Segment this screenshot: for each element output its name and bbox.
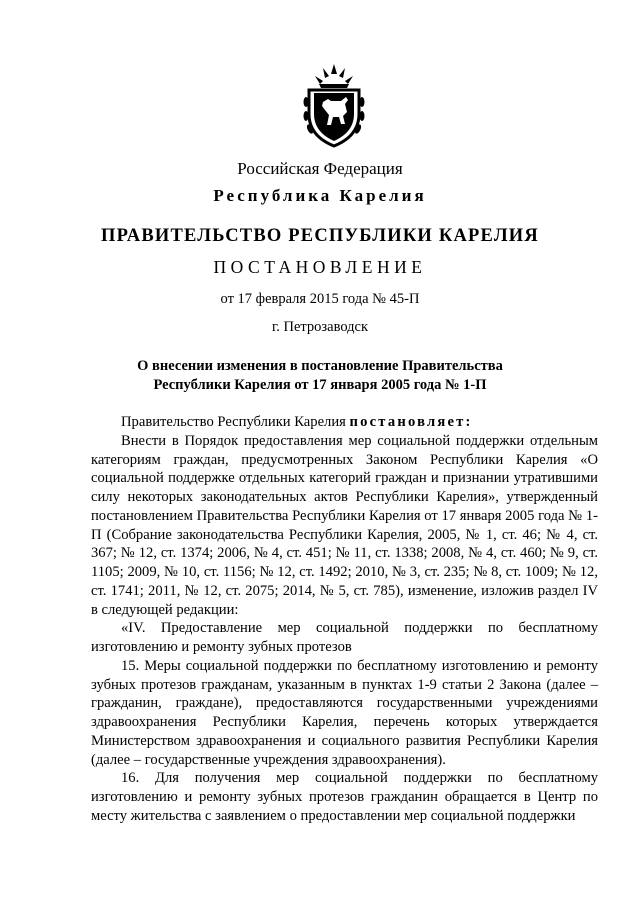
paragraph-16: 16. Для получения мер социальной поддержки по бесплатному изготовлению и ремонту зубных протезов гражданин обращается в Центр по месту жительства с заявлением о предоставлении мер социальной поддержки	[91, 770, 598, 824]
subject-line-1: О внесении изменения в постановление Правительства	[137, 358, 503, 374]
paragraph-section-title: «IV. Предоставление мер социальной поддержки по бесплатному изготовлению и ремонту зубных протезов	[91, 620, 598, 655]
republic-name: Республика Карелия	[213, 186, 427, 205]
document-subject	[0, 357, 640, 395]
paragraph-amendment: Внести в Порядок предоставления мер социальной поддержки отдельным категориям граждан, предусмотренных Законом Республики Карелия «О социальной поддержке отдельных категорий граждан и признании утратившими силу некоторых законодательных актов Республики Карелия», утвержденный постановлением Правительства Республики Карелия от 17 января 2005 года № 1-П (Собрание законодательства Республики Карелия, 2005, № 1, ст. 46; № 4, ст. 367; № 12, ст. 1374; 2006, № 4, ст. 451; № 11, ст. 1338; 2008, № 4, ст. 460; № 9, ст. 1105; 2009, № 10, ст. 1156; № 12, ст. 1492; 2010, № 3, ст. 235; № 8, ст. 1009; № 12, ст. 1741; 2011, № 12, ст. 2075; 2014, № 5, ст. 785), изменение, изложив раздел IV в следующей редакции:	[91, 432, 598, 618]
document-city: г. Петрозаводск	[271, 319, 369, 335]
government-title: ПРАВИТЕЛЬСТВО РЕСПУБЛИКИ КАРЕЛИЯ	[101, 226, 539, 246]
document-body	[91, 413, 598, 826]
decree-intro-text: Правительство Республики Карелия	[121, 414, 350, 430]
document-date-number: от 17 февраля 2015 года № 45-П	[220, 291, 420, 307]
document-type: ПОСТАНОВЛЕНИЕ	[213, 257, 427, 277]
coat-of-arms-icon	[301, 62, 367, 148]
paragraph-15: 15. Меры социальной поддержки по бесплатному изготовлению и ремонту зубных протезов гражданам, указанным в пунктах 1-9 статьи 2 Закона (далее – гражданин, граждане), предоставляются государственными учреждениями здравоохранения Республики Карелия, перечень которых утверждается Министерством здравоохранения и социального развития Республики Карелия (далее – государственные учреждения здравоохранения).	[91, 657, 598, 768]
country-name: Российская Федерация	[237, 159, 403, 178]
subject-line-2: Республики Карелия от 17 января 2005 года № 1-П	[153, 377, 487, 393]
decree-intro	[91, 413, 598, 432]
decree-verb: постановляет:	[349, 414, 473, 430]
